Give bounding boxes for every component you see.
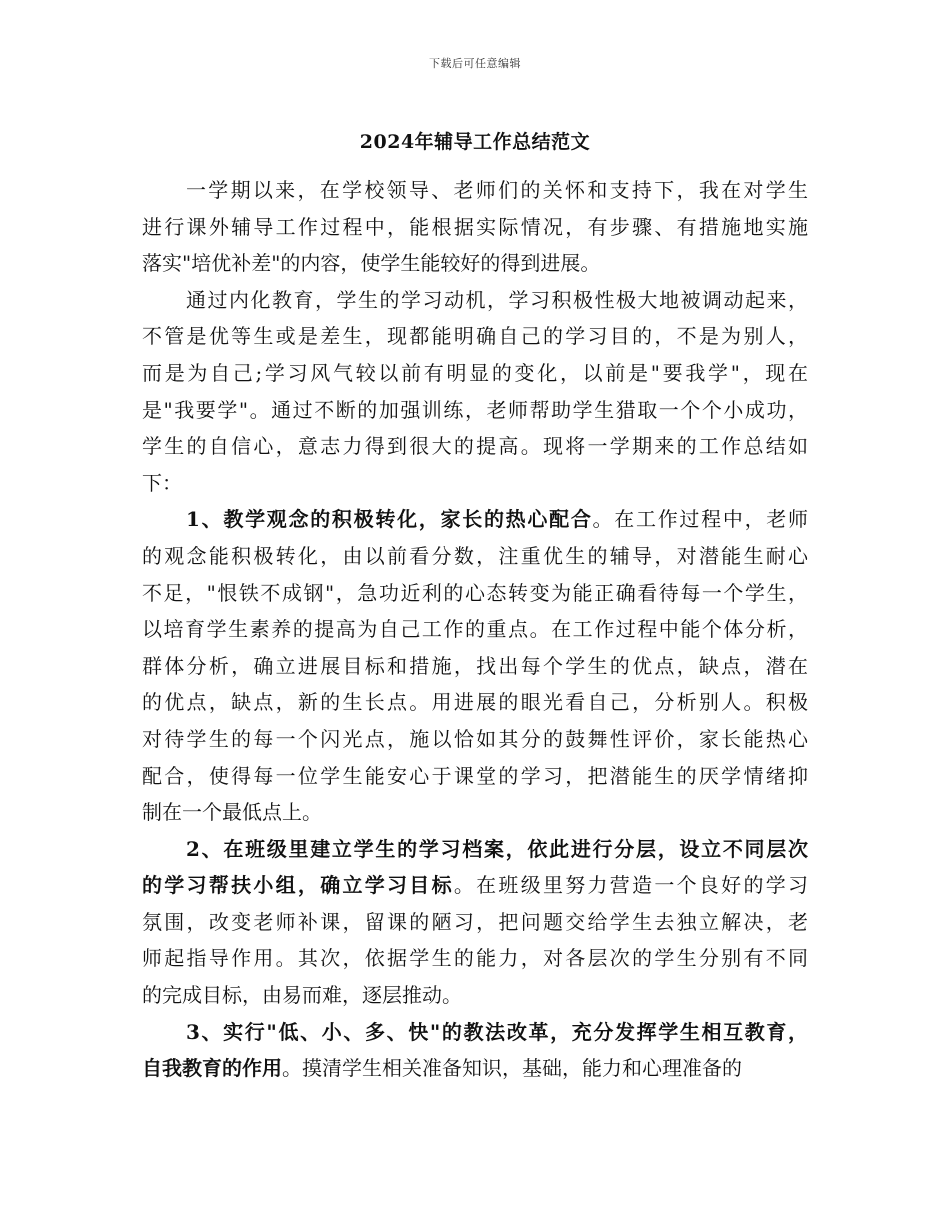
text-line bbox=[142, 501, 808, 538]
body-text: 对待学生的每一个闪光点，施以恰如其分的鼓舞性评价，家长能热心 bbox=[142, 726, 808, 751]
text-line bbox=[142, 245, 808, 282]
text-line bbox=[142, 940, 808, 977]
text-line bbox=[142, 867, 808, 904]
text-line bbox=[142, 721, 808, 758]
document-body bbox=[142, 172, 808, 1087]
body-text: 。在班级里努力营造一个良好的学习 bbox=[453, 873, 808, 898]
body-text: 的完成目标，由易而难，逐层推动。 bbox=[142, 983, 462, 1008]
body-text: 的观念能积极转化，由以前看分数，注重优生的辅导，对潜能生耐心 bbox=[142, 543, 808, 568]
body-text: 落实"培优补差"的内容，使学生能较好的得到进展。 bbox=[142, 251, 601, 276]
paragraph bbox=[142, 1014, 808, 1087]
text-line bbox=[142, 904, 808, 941]
body-text: 通过内化教育，学生的学习动机，学习积极性极大地被调动起来， bbox=[186, 287, 808, 312]
body-text: 不足，"恨铁不成钢"，急功近利的心态转变为能正确看待每一个学生， bbox=[142, 580, 808, 605]
text-line bbox=[142, 465, 808, 502]
paragraph bbox=[142, 501, 808, 830]
paragraph bbox=[142, 282, 808, 502]
bold-heading-text: 1、教学观念的积极转化，家长的热心配合 bbox=[186, 507, 593, 532]
bold-heading-text: 2、在班级里建立学生的学习档案，依此进行分层，设立不同层次 bbox=[186, 836, 808, 861]
text-line bbox=[142, 318, 808, 355]
text-line bbox=[142, 209, 808, 246]
paragraph bbox=[142, 172, 808, 282]
text-line bbox=[142, 1050, 808, 1087]
paragraph bbox=[142, 831, 808, 1014]
text-line bbox=[142, 1014, 808, 1051]
body-text: 群体分析，确立进展目标和措施，找出每个学生的优点，缺点，潜在 bbox=[142, 653, 808, 678]
body-text: 氛围，改变老师补课，留课的陋习，把问题交给学生去独立解决，老 bbox=[142, 909, 808, 934]
body-text: 制在一个最低点上。 bbox=[142, 800, 322, 825]
text-line bbox=[142, 611, 808, 648]
body-text: 一学期以来，在学校领导、老师们的关怀和支持下，我在对学生 bbox=[186, 178, 808, 202]
text-line bbox=[142, 282, 808, 319]
text-line bbox=[142, 538, 808, 575]
text-line bbox=[142, 648, 808, 685]
body-text: 学生的自信心，意志力得到很大的提高。现将一学期来的工作总结如 bbox=[142, 434, 808, 459]
text-line bbox=[142, 172, 808, 209]
document-title: 2024年辅导工作总结范文 bbox=[359, 131, 591, 153]
text-line bbox=[142, 831, 808, 868]
body-text: 进行课外辅导工作过程中，能根据实际情况，有步骤、有措施地实施 bbox=[142, 214, 808, 239]
text-line bbox=[142, 758, 808, 795]
body-text: 的优点，缺点，新的生长点。用进展的眼光看自己，分析别人。积极 bbox=[142, 690, 808, 715]
bold-heading-text: 的学习帮扶小组，确立学习目标 bbox=[142, 873, 454, 898]
body-text: 以培育学生素养的提高为自己工作的重点。在工作过程中能个体分析， bbox=[142, 617, 808, 642]
text-line bbox=[142, 392, 808, 429]
page-header: 下载后可任意编辑 bbox=[429, 57, 521, 70]
body-text: 而是为自己;学习风气较以前有明显的变化，以前是"要我学"，现在 bbox=[142, 360, 808, 385]
body-text: 配合，使得每一位学生能安心于课堂的学习，把潜能生的厌学情绪抑 bbox=[142, 763, 808, 788]
body-text: 师起指导作用。其次，依据学生的能力，对各层次的学生分别有不同 bbox=[142, 946, 808, 971]
body-text: 不管是优等生或是差生，现都能明确自己的学习目的，不是为别人， bbox=[142, 324, 808, 349]
body-text: 。在工作过程中，老师 bbox=[592, 507, 808, 532]
bold-heading-text: 自我教育的作用 bbox=[142, 1056, 282, 1081]
text-line bbox=[142, 794, 808, 831]
text-line bbox=[142, 977, 808, 1014]
text-line bbox=[142, 355, 808, 392]
body-text: 。摸清学生相关准备知识，基础，能力和心理准备的 bbox=[282, 1056, 742, 1081]
text-line bbox=[142, 575, 808, 612]
body-text: 下： bbox=[142, 470, 182, 495]
text-line bbox=[142, 684, 808, 721]
body-text: 是"我要学"。通过不断的加强训练，老师帮助学生猎取一个个小成功， bbox=[142, 397, 808, 422]
text-line bbox=[142, 428, 808, 465]
bold-heading-text: 3、实行"低、小、多、快"的教法改革，充分发挥学生相互教育， bbox=[186, 1019, 808, 1044]
